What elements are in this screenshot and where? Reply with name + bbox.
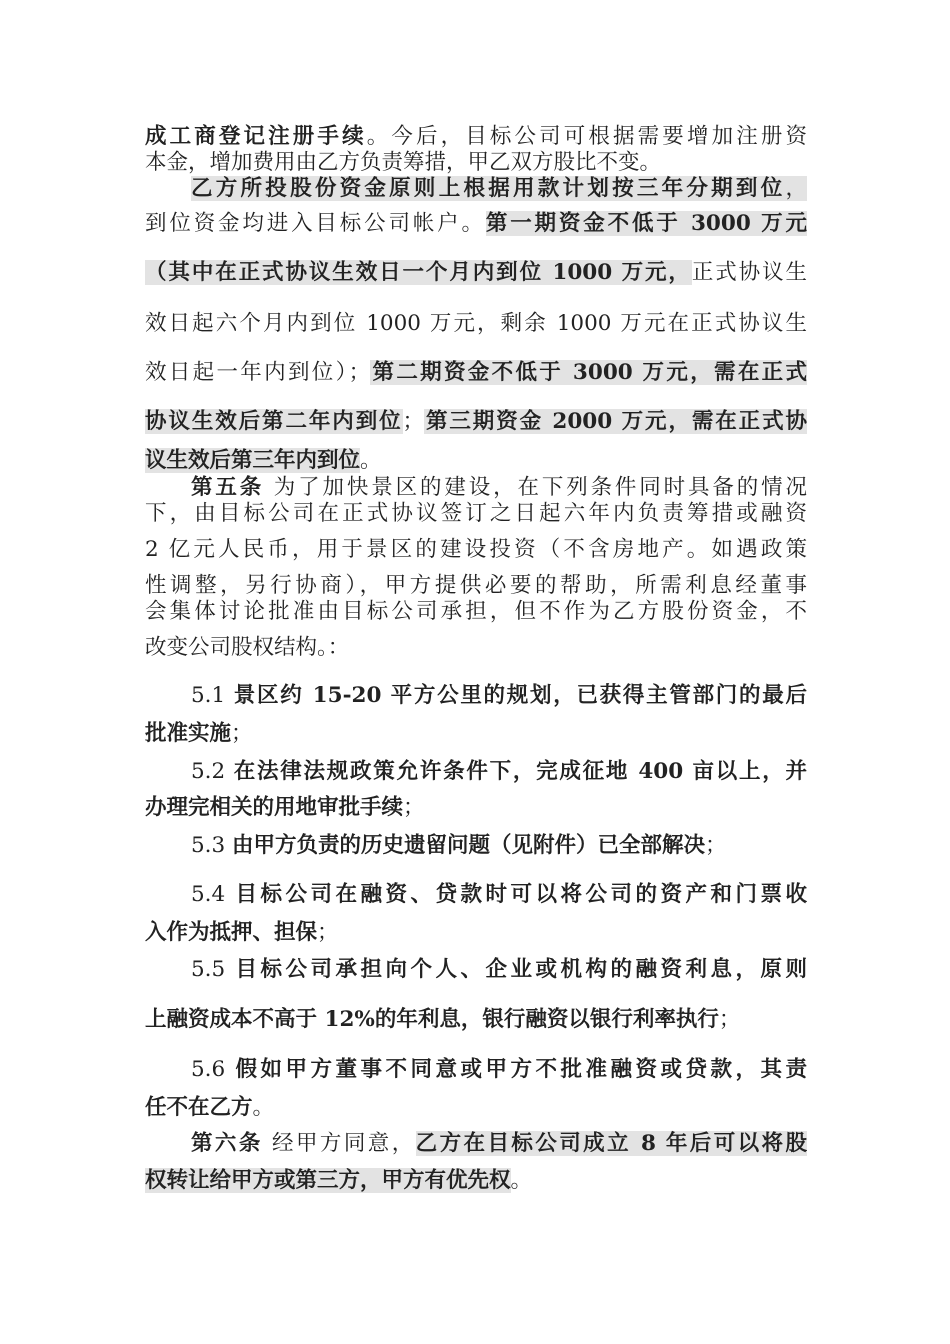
document-line bbox=[145, 793, 807, 823]
document-line bbox=[145, 1005, 807, 1035]
bold-text: 入作为抵押、担保 bbox=[145, 920, 318, 945]
bold-text: 第六条 bbox=[191, 1131, 263, 1156]
document-line bbox=[145, 633, 807, 663]
document-line bbox=[191, 757, 807, 787]
body-text: ； bbox=[718, 1007, 741, 1032]
document-line bbox=[145, 407, 807, 437]
document-line bbox=[145, 309, 807, 339]
document-line bbox=[145, 258, 807, 288]
highlighted-text: 第一期资金不低于 3000 万元 bbox=[485, 211, 807, 236]
bold-text: 在法律法规政策允许条件下，完成征地 400 亩以上，并 bbox=[233, 759, 807, 784]
document-line bbox=[145, 535, 807, 565]
body-text: 。 bbox=[510, 1168, 533, 1193]
body-text: 效日起一年内到位）； bbox=[145, 360, 371, 385]
body-text: 效日起六个月内到位 1000 万元，剩余 1000 万元在正式协议生 bbox=[145, 311, 807, 336]
body-text: 2 亿元人民币，用于景区的建设投资（不含房地产。如遇政策 bbox=[145, 537, 807, 562]
highlighted-text: 权转让给甲方或第三方，甲方有优先权 bbox=[145, 1168, 511, 1193]
bold-text: 上融资成本不高于 12%的年利息，银行融资以银行利率执行 bbox=[145, 1007, 719, 1032]
highlighted-text: 协议生效后第二年内到位 bbox=[145, 409, 403, 434]
highlighted-text: ， bbox=[785, 176, 807, 201]
body-text: 。 bbox=[360, 448, 382, 473]
bold-text: 目标公司承担向个人、企业或机构的融资利息，原则 bbox=[235, 957, 807, 982]
document-line bbox=[145, 597, 807, 627]
bold-text: 第五条 bbox=[191, 475, 265, 500]
body-text: 5.5 bbox=[191, 957, 236, 982]
document-line bbox=[145, 1166, 807, 1196]
document-line bbox=[191, 880, 807, 910]
body-text: 5.6 bbox=[191, 1057, 236, 1082]
document-line bbox=[145, 209, 807, 239]
document-line bbox=[145, 446, 807, 476]
highlighted-text: （其中在正式协议生效日一个月内到位 1000 万元， bbox=[145, 260, 692, 285]
body-text: 5.3 bbox=[191, 833, 233, 858]
bold-text: 目标公司在融资、贷款时可以将公司的资产和门票收 bbox=[235, 882, 807, 907]
body-text: 经甲方同意， bbox=[262, 1131, 416, 1156]
body-text: 下，由目标公司在正式协议签订之日起六年内负责筹措或融资 bbox=[145, 501, 807, 526]
body-text: 到位资金均进入目标公司帐户。 bbox=[145, 211, 486, 236]
body-text: 改变公司股权结构。： bbox=[145, 635, 350, 660]
bold-text: 假如甲方董事不同意或甲方不批准融资或贷款，其责 bbox=[235, 1057, 807, 1082]
body-text: ； bbox=[403, 795, 425, 820]
bold-text: 任不在乙方 bbox=[145, 1095, 253, 1120]
document-line bbox=[191, 174, 807, 204]
highlighted-text: 乙方在目标公司成立 8 年后可以将股 bbox=[415, 1131, 807, 1156]
document-line bbox=[145, 358, 807, 388]
body-text: ； bbox=[231, 721, 253, 746]
document-line bbox=[191, 681, 807, 711]
body-text: 会集体讨论批准由目标公司承担，但不作为乙方股份资金，不 bbox=[145, 599, 807, 624]
body-text: 正式协议生 bbox=[691, 260, 807, 285]
bold-text: 批准实施 bbox=[145, 721, 232, 746]
body-text: 为了加快景区的建设，在下列条件同时具备的情况 bbox=[264, 475, 807, 500]
document-line bbox=[145, 918, 807, 948]
document-line bbox=[145, 1093, 807, 1123]
document-line bbox=[191, 1055, 807, 1085]
document-line bbox=[145, 499, 807, 529]
bold-text: 办理完相关的用地审批手续 bbox=[145, 795, 404, 820]
document-line bbox=[145, 719, 807, 749]
body-text: ； bbox=[705, 833, 727, 858]
body-text: 5.1 bbox=[191, 683, 234, 708]
document-line bbox=[191, 831, 807, 861]
body-text: 。今后，目标公司可根据需要增加注册资 bbox=[366, 124, 807, 149]
highlighted-text: 第三期资金 2000 万元，需在正式协 bbox=[424, 409, 807, 434]
highlighted-text: 乙方所投股份资金原则上根据用款计划按三年分期到位 bbox=[191, 176, 786, 201]
body-text: 。 bbox=[252, 1095, 275, 1120]
bold-text: 由甲方负责的历史遗留问题（见附件）已全部解决 bbox=[232, 833, 706, 858]
document-line bbox=[191, 955, 807, 985]
bold-text: 景区约 15-20 平方公里的规划，已获得主管部门的最后 bbox=[233, 683, 807, 708]
body-text: 5.2 bbox=[191, 759, 234, 784]
highlighted-text: 第二期资金不低于 3000 万元，需在正式 bbox=[370, 360, 807, 385]
body-text: 性调整，另行协商），甲方提供必要的帮助，所需利息经董事 bbox=[145, 573, 807, 598]
body-text: 本金，增加费用由乙方负责筹措，甲乙双方股比不变。 bbox=[145, 150, 662, 175]
body-text: ； bbox=[402, 409, 425, 434]
document-line bbox=[191, 1129, 807, 1159]
bold-text: 成工商登记注册手续 bbox=[145, 124, 367, 149]
body-text: ； bbox=[317, 920, 339, 945]
body-text: 5.4 bbox=[191, 882, 236, 907]
highlighted-text: 议生效后第三年内到位 bbox=[145, 448, 361, 473]
